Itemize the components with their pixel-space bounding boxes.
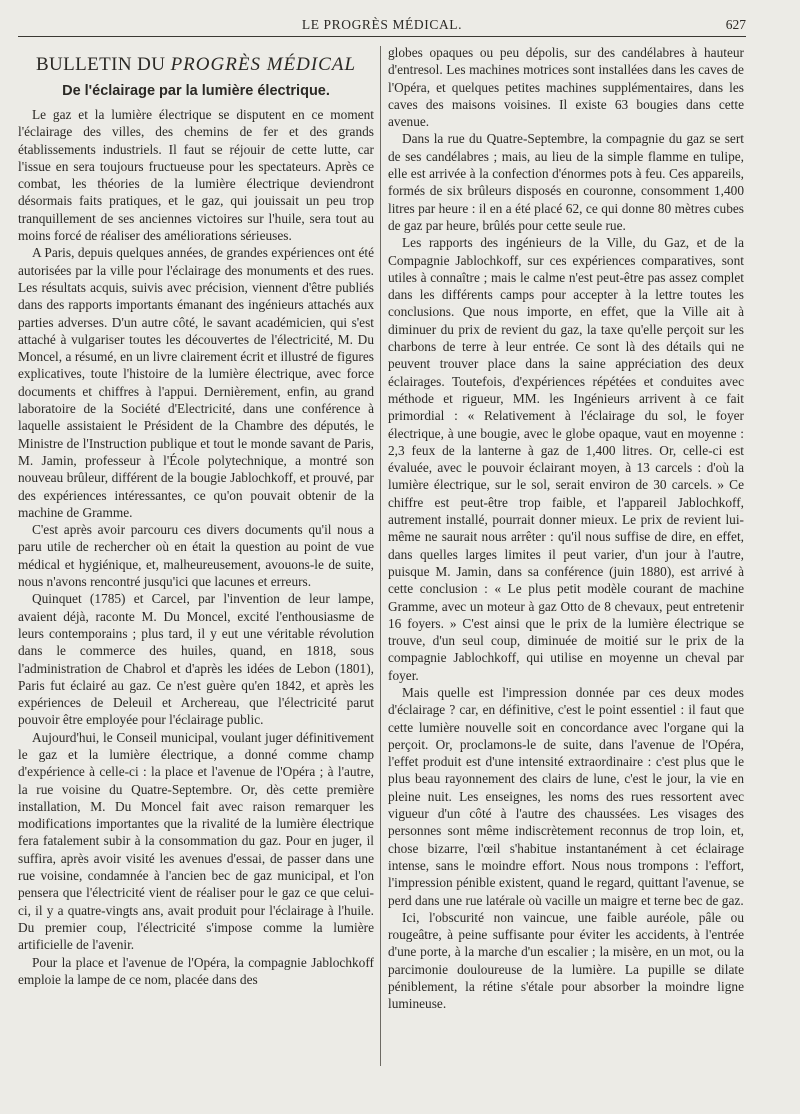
- paragraph: A Paris, depuis quelques années, de grandes expériences ont été autorisées par la ville pour l'éclairage des monuments et des rues. Les résultats acquis, suivis avec précision, viennent d'être publiés dans des rapports importants émanant des ingénieurs attachés aux parties adverses. D'un autre côté, le savant académicien, qui s'est attaché à vulgariser toutes les découvertes de l'électricité, M. Du Moncel, a résumé, en un livre clairement écrit et illustré de figures explicatives, toute l'histoire de la lumière électrique, avec force documents et chiffres à l'appui. Dernièrement, enfin, au grand laboratoire de la Société d'Electricité, dans une conférence à laquelle assistaient le Président de la Chambre des députés, le Ministre de l'Instruction publique et tout le monde savant de Paris, M. Jamin, professeur à l'École polytechnique, a montré son nouveau brûleur, différent de la bougie Jablochkoff, et prouvé, par des expériences intéressantes, ce qu'on pouvait obtenir de la machine de Gramme.: [18, 245, 374, 520]
- bulletin-prefix: BULLETIN DU: [35, 54, 171, 75]
- paragraph: Aujourd'hui, le Conseil municipal, voulant juger définitivement le gaz et la lumière électrique, a donné comme champ d'expérience à celle-ci : la place et l'avenue de l'Opéra ; à l'autre, la rue voisine du Quatre-Septembre. Or, dès cette première installation, M. Du Moncel fait avec raison remarquer les modifications importantes que la rivalité de la lumière électrique fera fatalement subir à la consommation du gaz. Pour en juger, il suffira, après avoir visité les avenues d'essai, de passer dans une rue voisine, condamnée à l'ancien bec de gaz municipal, et l'on pensera que l'électricité vient de réaliser pour le gaz ce que celui-ci, il y a quatre-vingts ans, avait produit pour l'éclairage à l'huile. Du premier coup, l'électricité s'impose comme la lumière artificielle de l'avenir.: [18, 729, 374, 953]
- paragraph: Mais quelle est l'impression donnée par ces deux modes d'éclairage ? car, en définitive, c'est le point essentiel : il faut que cette lumière nouvelle soit en concordance avec l'organe qui la perçoit. Or, proclamons-le de suite, dans l'avenue de l'Opéra, l'effet produit est d'une intensité extraordinaire : c'est plus que le plus beau rayonnement des clairs de lune, c'est le jour, la vie en pleine nuit. Les enseignes, les noms des rues ressortent avec vigueur d'un côté à l'autre des chaussées. Les visages des personnes sont même indiscrètement reconnus de trop loin, et, chose bizarre, l'œil s'habitue instantanément à cet éclairage intense, sans le moindre effort. Nous nous trompons : l'effort, l'impression pénible existent, quand le regard, quittant l'avenue, se perd dans une rue latérale où vacille un maigre et terne bec de gaz.: [388, 684, 744, 908]
- paragraph: Les rapports des ingénieurs de la Ville, du Gaz, et de la Compagnie Jablochkoff, sur ces expériences comparatives, sont utiles à connaître ; mais le calme n'est peut-être pas assez complet dans les différents camps pour accepter à la lettre toutes les conclusions. Que nous importe, en effet, que la Ville ait à diminuer du prix de revient du gaz, la taxe qu'elle perçoit sur les charbons de terre à leur entrée. Ce sont là des détails qui ne peuvent trouver place dans la saine appréciation des deux éclairages. Toutefois, d'expériences répétées et conduites avec méthode et rigueur, MM. les Ingénieurs arrivent à ce fait primordial : « Relativement à l'éclairage du sol, le foyer électrique, à une bougie, avec le globe opaque, vaut en moyenne : 2,3 feux de la lanterne à gaz de 1,400 litres. Or, celle-ci est évaluée, avec le pouvoir éclairant moyen, à 13 carcels : d'où la lumière électrique, sur le sol, serait environ de 30 carcels. » Ce chiffre est peut-être trop faible, et l'appareil Jablochkoff, autrement installé, pourrait donner mieux. Le prix de revient lui-même ne saurait nous arrêter : qu'il nous suffise de dire, en effet, dans quelles larges limites il peut varier, d'un jour à l'autre, puisque M. Jamin, dans sa conférence (juin 1880), est arrivé à cette conclusion : « Le plus petit modèle courant de machine Gramme, avec un moteur à gaz Otto de 8 chevaux, peut entretenir 16 foyers. » C'est ainsi que le prix de la lumière électrique se trouve, d'un seul coup, diminuée de moitié sur le prix de la compagnie Jablochkoff, qui utilise en moyenne un cheval par foyer.: [388, 235, 744, 683]
- paragraph: Pour la place et l'avenue de l'Opéra, la compagnie Jablochkoff emploie la lampe de ce nom, placée dans des: [18, 954, 374, 987]
- paragraph: Le gaz et la lumière électrique se disputent en ce moment l'éclairage des villes, des chemins de fer et des grands établissements industriels. Il faut se réjouir de cette lutte, car l'issue en sera toujours fructueuse pour les spectateurs. Après ce combat, les théories de la lumière électrique deviendront désormais faits pratiques, et le gaz, qui jouissait un peu trop tranquillement de ses anciennes victoires sur l'huile, sera tout au moins forcé de réaliser des améliorations sérieuses.: [18, 107, 374, 244]
- bulletin-journal-name: PROGRÈS MÉDICAL: [170, 54, 357, 75]
- paragraph: Ici, l'obscurité non vaincue, une faible auréole, pâle ou rougeâtre, à peine suffisante pour éviter les accidents, à l'entrée d'une porte, à la marche d'un escalier ; la misère, en un mot, ou la parcimonie douloureuse de la lumière. La pupille se dilate péniblement, la rétine s'étale pour absorber la moindre ligne lumineuse.: [388, 909, 744, 1012]
- journal-running-title: LE PROGRÈS MÉDICAL.: [301, 17, 463, 32]
- running-head: [18, 14, 746, 37]
- page-number: 627: [725, 17, 746, 32]
- left-column: [18, 46, 374, 988]
- paragraph: Dans la rue du Quatre-Septembre, la compagnie du gaz se sert de ses candélabres ; mais, au lieu de la simple flamme en tulipe, elle est arrivée à la confection d'énormes pots à feu. Ces appareils, formés de six brûleurs disposés en couronne, consomment 1,400 litres par heure : il en a été placé 62, ce qui donne 80 mètres cubes de gaz par heure, brûlés pour cette seule rue.: [388, 131, 744, 233]
- paragraph: C'est après avoir parcouru ces divers documents qu'il nous a paru utile de rechercher où en était la question au point de vue médical et hygiénique, et, malheureusement, avouons-le de suite, nous n'avons rencontré jusqu'ici que lacunes et erreurs.: [18, 522, 374, 590]
- bulletin-heading: [18, 54, 374, 76]
- paragraph-continuation: globes opaques ou peu dépolis, sur des candélabres à hauteur d'entresol. Les machines motrices sont installées dans les caves de l'Opéra, et quelques petites machines supplémentaires, dans les caves des maisons voisines. Il existe 63 bougies dans cette avenue.: [388, 45, 744, 130]
- paragraph: Quinquet (1785) et Carcel, par l'invention de leur lampe, avaient déjà, raconte M. Du Moncel, excité l'enthousiasme de leurs contemporains ; plus tard, il y eut une véritable révolution dans le commerce des huiles, quand, en 1818, sous l'administration de Chabrol et d'après les idées de Lebon (1801), Paris fut éclairé au gaz. Ce n'est guère qu'en 1842, et après les expériences de Deleuil et Archereau, que l'électricité parut pouvoir être employée pour l'éclairage public.: [18, 591, 374, 728]
- article-title: De l'éclairage par la lumière électrique.: [62, 83, 330, 99]
- column-divider: [380, 46, 381, 1066]
- right-column: [388, 44, 744, 1013]
